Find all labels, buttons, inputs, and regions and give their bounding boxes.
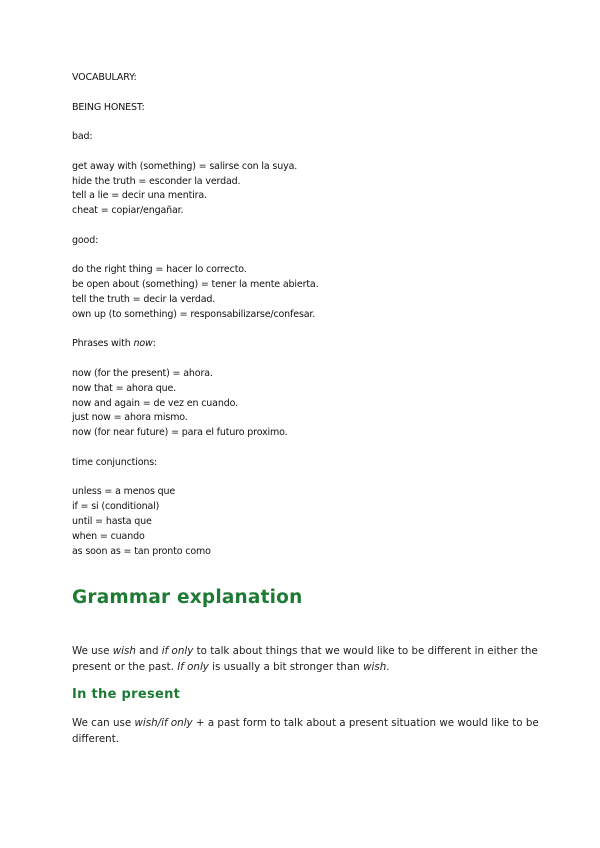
grammar-intro-paragraph <box>72 644 542 675</box>
bad-label: bad: <box>72 131 93 143</box>
emphasis: wish <box>363 660 387 673</box>
spacer <box>72 323 532 338</box>
list-item: get away with (something) = salirse con la suya. <box>72 160 298 172</box>
spacer <box>72 471 532 486</box>
list-item: until = hasta que <box>72 515 152 527</box>
emphasis: If only <box>177 660 209 673</box>
spacer <box>72 219 532 234</box>
list-item: as soon as = tan pronto como <box>72 545 211 557</box>
text-run: is usually a bit stronger than <box>208 660 364 673</box>
list-item: be open about (something) = tener la mente abierta. <box>72 279 319 291</box>
emphasis: if only <box>161 645 194 657</box>
text-run: We use <box>72 645 113 657</box>
list-item: now (for near future) = para el futuro proximo. <box>72 427 288 439</box>
list-item: tell the truth = decir la verdad. <box>72 293 216 305</box>
list-item: just now = ahora mismo. <box>72 412 188 424</box>
vocabulary-title: VOCABULARY: <box>72 72 137 83</box>
spacer <box>72 352 532 367</box>
phrases-label <box>72 337 532 352</box>
text-run: and <box>135 645 162 657</box>
list-item: cheat = copiar/engañar. <box>72 205 184 217</box>
phrases-label-prefix: Phrases with <box>72 338 134 350</box>
text-run: We can use <box>72 717 135 729</box>
list-item: if = si (conditional) <box>72 501 160 513</box>
list-item: unless = a menos que <box>72 486 176 498</box>
list-item: now (for the present) = ahora. <box>72 367 213 379</box>
spacer <box>72 249 532 264</box>
conjunctions-label: time conjunctions: <box>72 456 158 468</box>
spacer <box>72 115 532 130</box>
list-item: hide the truth = esconder la verdad. <box>72 175 241 187</box>
section-title: BEING HONEST: <box>72 101 145 113</box>
list-item: when = cuando <box>72 530 145 542</box>
text-run: + a past form to talk about a present situation we would like to be different. <box>72 717 539 745</box>
list-item: do the right thing = hacer lo correcto. <box>72 264 247 276</box>
list-item: now and again = de vez en cuando. <box>72 397 238 409</box>
present-heading: In the present <box>72 687 181 702</box>
list-item: tell a lie = decir una mentira. <box>72 190 207 202</box>
list-item: now that = ahora que. <box>72 382 177 394</box>
emphasis: wish/if only <box>134 717 193 729</box>
phrases-label-em: now <box>133 338 153 350</box>
grammar-heading: Grammar explanation <box>72 587 303 608</box>
vocabulary-section <box>72 71 532 559</box>
phrases-label-suffix: : <box>152 338 156 350</box>
spacer <box>72 441 532 456</box>
good-label: good: <box>72 234 99 246</box>
emphasis: wish <box>112 645 136 657</box>
list-item: own up (to something) = responsabilizarse/confesar. <box>72 308 316 320</box>
text-run: . <box>386 660 390 673</box>
present-paragraph <box>72 716 542 747</box>
spacer <box>72 86 532 101</box>
text-run: to talk about things that we would like to be different in either the present or the past. <box>72 645 538 673</box>
spacer <box>72 145 532 160</box>
